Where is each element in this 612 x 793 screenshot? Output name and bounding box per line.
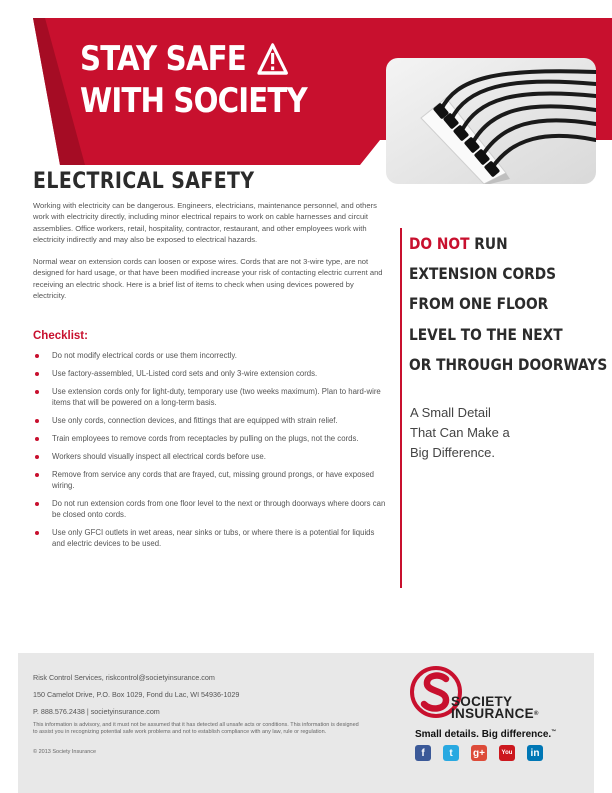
tagline-line: That Can Make a: [410, 425, 510, 440]
checklist-item: Use only cords, connection devices, and fittings that are equipped with strain relief.: [33, 415, 388, 426]
vertical-divider: [400, 228, 402, 588]
intro-paragraph: Working with electricity can be dangerous. Engineers, electricians, maintenance personnel, and others work with electricity directly, including minor electrical repairs to work on cable harnesses and circuit assemblies. Office workers, retail, hospitality, contractor, restaurant, and other employees work with electricity indirectly and may also be exposed to electrical hazards.: [33, 201, 377, 244]
power-strip-photo: [386, 58, 596, 184]
callout-line: LEVEL TO THE NEXT: [409, 324, 563, 344]
banner-title-line1: STAY SAFE: [80, 39, 246, 79]
social-icons: [415, 745, 543, 761]
checklist-item: Do not modify electrical cords or use them incorrectly.: [33, 350, 388, 361]
checklist-heading: Checklist:: [33, 330, 88, 342]
checklist-item: Use only GFCI outlets in wet areas, near sinks or tubs, or where there is a potential for liquids and electric devices to be used.: [33, 527, 388, 549]
twitter-icon[interactable]: t: [443, 745, 459, 761]
footer-disclaimer: This information is advisory, and it must not be assumed that it has detected all unsafe acts or conditions. This information is designed to assist you in recognizing potential safe work problems and not to establish compliance with any law, rule or regulation.: [33, 722, 359, 736]
facebook-icon[interactable]: f: [415, 745, 431, 761]
banner-title-line2: WITH SOCIETY: [80, 81, 307, 121]
callout: [409, 229, 607, 380]
linkedin-icon[interactable]: in: [527, 745, 543, 761]
footer-address: 150 Camelot Drive, P.O. Box 1029, Fond du Lac, WI 54936-1029: [33, 690, 240, 699]
checklist-item: Use extension cords only for light-duty, temporary use (two weeks maximum). Plan to hard-wire items that will be powered on a long-term basis.: [33, 386, 388, 408]
checklist: [33, 350, 388, 556]
checklist-item: Workers should visually inspect all electrical cords before use.: [33, 451, 388, 462]
warning-triangle-icon: [256, 42, 289, 76]
callout-line: OR THROUGH DOORWAYS: [409, 354, 608, 374]
google-plus-icon[interactable]: g+: [471, 745, 487, 761]
slogan-text: Small details. Big difference.: [415, 729, 552, 740]
brand-line2: INSURANCE: [451, 706, 534, 721]
callout-line: EXTENSION CORDS: [409, 264, 557, 284]
intro-text: [33, 200, 383, 312]
callout-highlight: DO NOT: [409, 234, 470, 253]
brand-trademark: ®: [533, 711, 539, 717]
callout-line: FROM ONE FLOOR: [409, 294, 549, 314]
footer: [18, 653, 594, 793]
checklist-item: Use factory-assembled, UL-Listed cord sets and only 3-wire extension cords.: [33, 368, 388, 379]
intro-paragraph: Normal wear on extension cords can loosen or expose wires. Cords that are not 3-wire type, are not designed for hard usage, or that have been modified increase your risk of contacting electric current and receiving an electric shock. Here is a brief list of items to check when using devices powered by electricity.: [33, 257, 383, 301]
tagline-line: A Small Detail: [410, 405, 491, 420]
section-title: ELECTRICAL SAFETY: [33, 169, 255, 194]
footer-contact: Risk Control Services, riskcontrol@societyinsurance.com: [33, 673, 215, 682]
banner-title: [80, 38, 307, 122]
checklist-item: Remove from service any cords that are frayed, cut, missing ground prongs, or have exposed wiring.: [33, 469, 388, 491]
callout-line1-rest: RUN: [469, 234, 508, 253]
checklist-item: Do not run extension cords from one floor level to the next or through doorways where doors can be closed onto cords.: [33, 498, 388, 520]
tagline-line: Big Difference.: [410, 445, 496, 460]
tagline: [410, 403, 510, 463]
checklist-item: Train employees to remove cords from receptacles by pulling on the plugs, not the cords.: [33, 433, 388, 444]
youtube-icon[interactable]: You: [499, 745, 515, 761]
brand-line1: SOCIETY: [451, 694, 513, 709]
brand-name: [451, 696, 539, 720]
footer-copyright: © 2013 Society Insurance: [33, 749, 97, 755]
footer-phone-web: P. 888.576.2438 | societyinsurance.com: [33, 707, 160, 716]
slogan: [415, 729, 556, 740]
slogan-trademark: ™: [551, 729, 557, 735]
